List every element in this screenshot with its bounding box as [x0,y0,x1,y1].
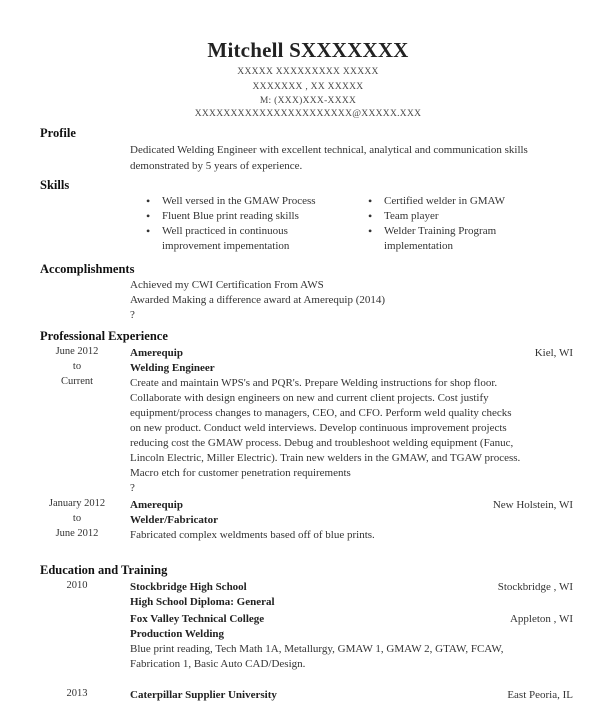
accomplishment-line: Awarded Making a difference award at Amerequip (2014) [130,294,386,306]
accomplishment-line: ? [130,309,135,321]
bullet-icon: • [146,224,151,238]
education-year: 2013 [66,688,88,699]
resume-name: Mitchell SXXXXXXX [207,38,409,62]
job-date-from: June 2012 [55,346,99,357]
contact-address: XXXXX XXXXXXXXX XXXXX [237,67,379,77]
bullet-icon: • [368,209,373,223]
education-degree: Production Welding [130,628,225,640]
education-description-line: Fabrication 1, Basic Auto CAD/Design. [130,658,306,670]
bullet-icon: • [146,209,151,223]
education-heading: Education and Training [40,563,168,577]
job-date-from: January 2012 [48,498,106,509]
education-location: Stockbridge , WI [497,581,573,593]
job-description-line: Collaborate with design engineers on new and current client projects. Cost justify [130,392,489,404]
job-title: Welding Engineer [130,362,215,374]
education-location: East Peoria, IL [507,689,573,701]
skill-item: • Welder Training Program [368,224,497,238]
job-date-to-word: to [72,361,82,372]
contact-city: XXXXXXX , XX XXXXX [252,82,364,92]
contact-email: XXXXXXXXXXXXXXXXXXXXXX@XXXXX.XXX [194,109,422,119]
education-school: Fox Valley Technical College [130,613,265,625]
job-location: Kiel, WI [534,347,573,359]
job-description-line: Lincoln Electric, Miller Electric). Train new welders in the GMAW, and TGAW process. [130,452,521,464]
job-description-line: Fabricated complex weldments based off of blue prints. [130,529,375,541]
job-date-to: June 2012 [55,528,99,539]
job-description-line: equipment/process changes to managers, CEO, and CFO. Perform weld quality checks [130,407,512,419]
job-description-line: ? [130,482,135,494]
bullet-icon: • [146,194,151,208]
profile-line: demonstrated by 5 years of experience. [130,160,303,172]
skill-item: • Well practiced in continuous [146,224,288,238]
skill-item: • Team player [368,209,439,223]
skill-item: • Fluent Blue print reading skills [146,209,299,223]
skill-item-continuation: implementation [384,240,454,252]
job-description-line: reducing cost the GMAW process. Debug and troubleshoot welding equipment (Fanuc, [130,437,514,449]
skill-item-continuation: improvement impementation [162,240,290,252]
profile-heading: Profile [40,126,76,140]
skill-item: • Certified welder in GMAW [368,194,505,208]
job-date-to-word: to [72,513,82,524]
job-company: Amerequip [130,499,183,511]
experience-heading: Professional Experience [40,329,168,343]
education-year: 2010 [66,580,88,591]
job-company: Amerequip [130,347,183,359]
job-description-line: Create and maintain WPS's and PQR's. Prepare Welding instructions for shop floor. [130,377,498,389]
education-school: Caterpillar Supplier University [130,689,277,701]
skill-item: • Well versed in the GMAW Process [146,194,316,208]
job-location: New Holstein, WI [492,499,573,511]
job-description-line: Macro etch for customer penetration requirements [130,467,351,479]
education-location: Appleton , WI [509,613,573,625]
accomplishment-line: Achieved my CWI Certification From AWS [130,279,324,291]
accomplishments-heading: Accomplishments [40,262,135,276]
job-description-line: on new product. Conduct weld interviews. Develop continuous improvement projects [130,422,507,434]
job-title: Welder/Fabricator [130,514,218,526]
education-degree: High School Diploma: General [130,596,275,608]
profile-line: Dedicated Welding Engineer with excellent technical, analytical and communication skills [130,144,528,156]
skills-heading: Skills [40,178,70,192]
contact-phone: M: (XXX)XXX-XXXX [259,96,357,106]
education-school: Stockbridge High School [130,581,247,593]
bullet-icon: • [368,224,373,238]
job-date-to: Current [60,376,94,387]
education-description-line: Blue print reading, Tech Math 1A, Metallurgy, GMAW 1, GMAW 2, GTAW, FCAW, [130,643,504,655]
bullet-icon: • [368,194,373,208]
